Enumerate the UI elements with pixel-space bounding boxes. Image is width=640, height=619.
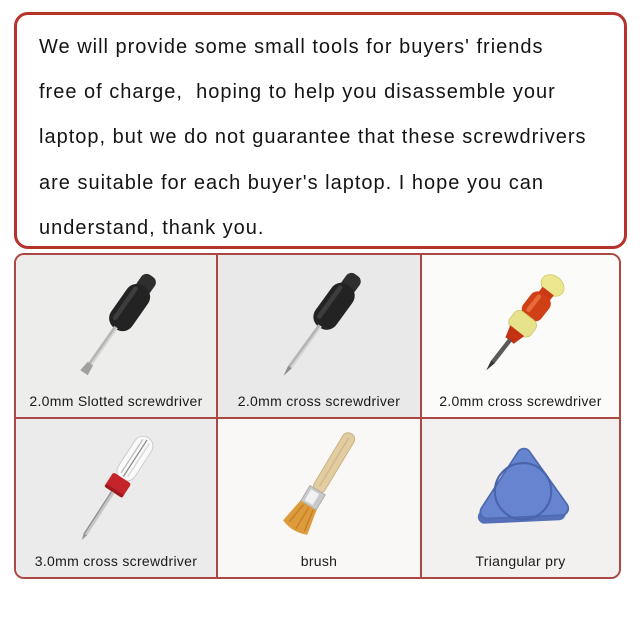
tools-grid [14, 253, 621, 579]
tool-label: 3.0mm cross screwdriver [34, 553, 198, 569]
tool-label: 2.0mm cross screwdriver [439, 393, 602, 409]
tool-cell-slotted-screwdriver [16, 255, 218, 419]
tool-cell-triangular-pry [422, 419, 619, 577]
tool-label: 2.0mm cross screwdriver [237, 393, 401, 409]
notice-text-line: understand, thank you. [39, 216, 265, 239]
tool-label: brush [300, 553, 338, 569]
cross-screwdriver-red-yellow-icon [422, 263, 619, 391]
slotted-screwdriver-black-icon [16, 263, 216, 391]
cross-screwdriver-black-icon [218, 263, 420, 391]
tool-cell-brush [218, 419, 422, 577]
notice-text-line: laptop, but we do not guarantee that these screwdrivers [39, 126, 587, 149]
tool-label: Triangular pry [475, 553, 566, 569]
cross-screwdriver-white-red-icon [16, 423, 216, 551]
tool-cell-cross-screwdriver-red-yellow [422, 255, 619, 419]
tool-cell-cross-screwdriver-black [218, 255, 422, 419]
triangular-pry-icon [422, 423, 619, 551]
tool-label: 2.0mm Slotted screwdriver [29, 393, 203, 409]
notice-text-line: are suitable for each buyer's laptop. I hope you can [39, 171, 544, 194]
tool-cell-cross-screwdriver-white-red [16, 419, 218, 577]
notice-text-line: We will provide some small tools for buyers' friends [39, 36, 544, 58]
brush-icon [218, 423, 420, 551]
notice-text-line: free of charge, hoping to help you disassemble your [39, 81, 556, 104]
notice-box [14, 12, 627, 249]
